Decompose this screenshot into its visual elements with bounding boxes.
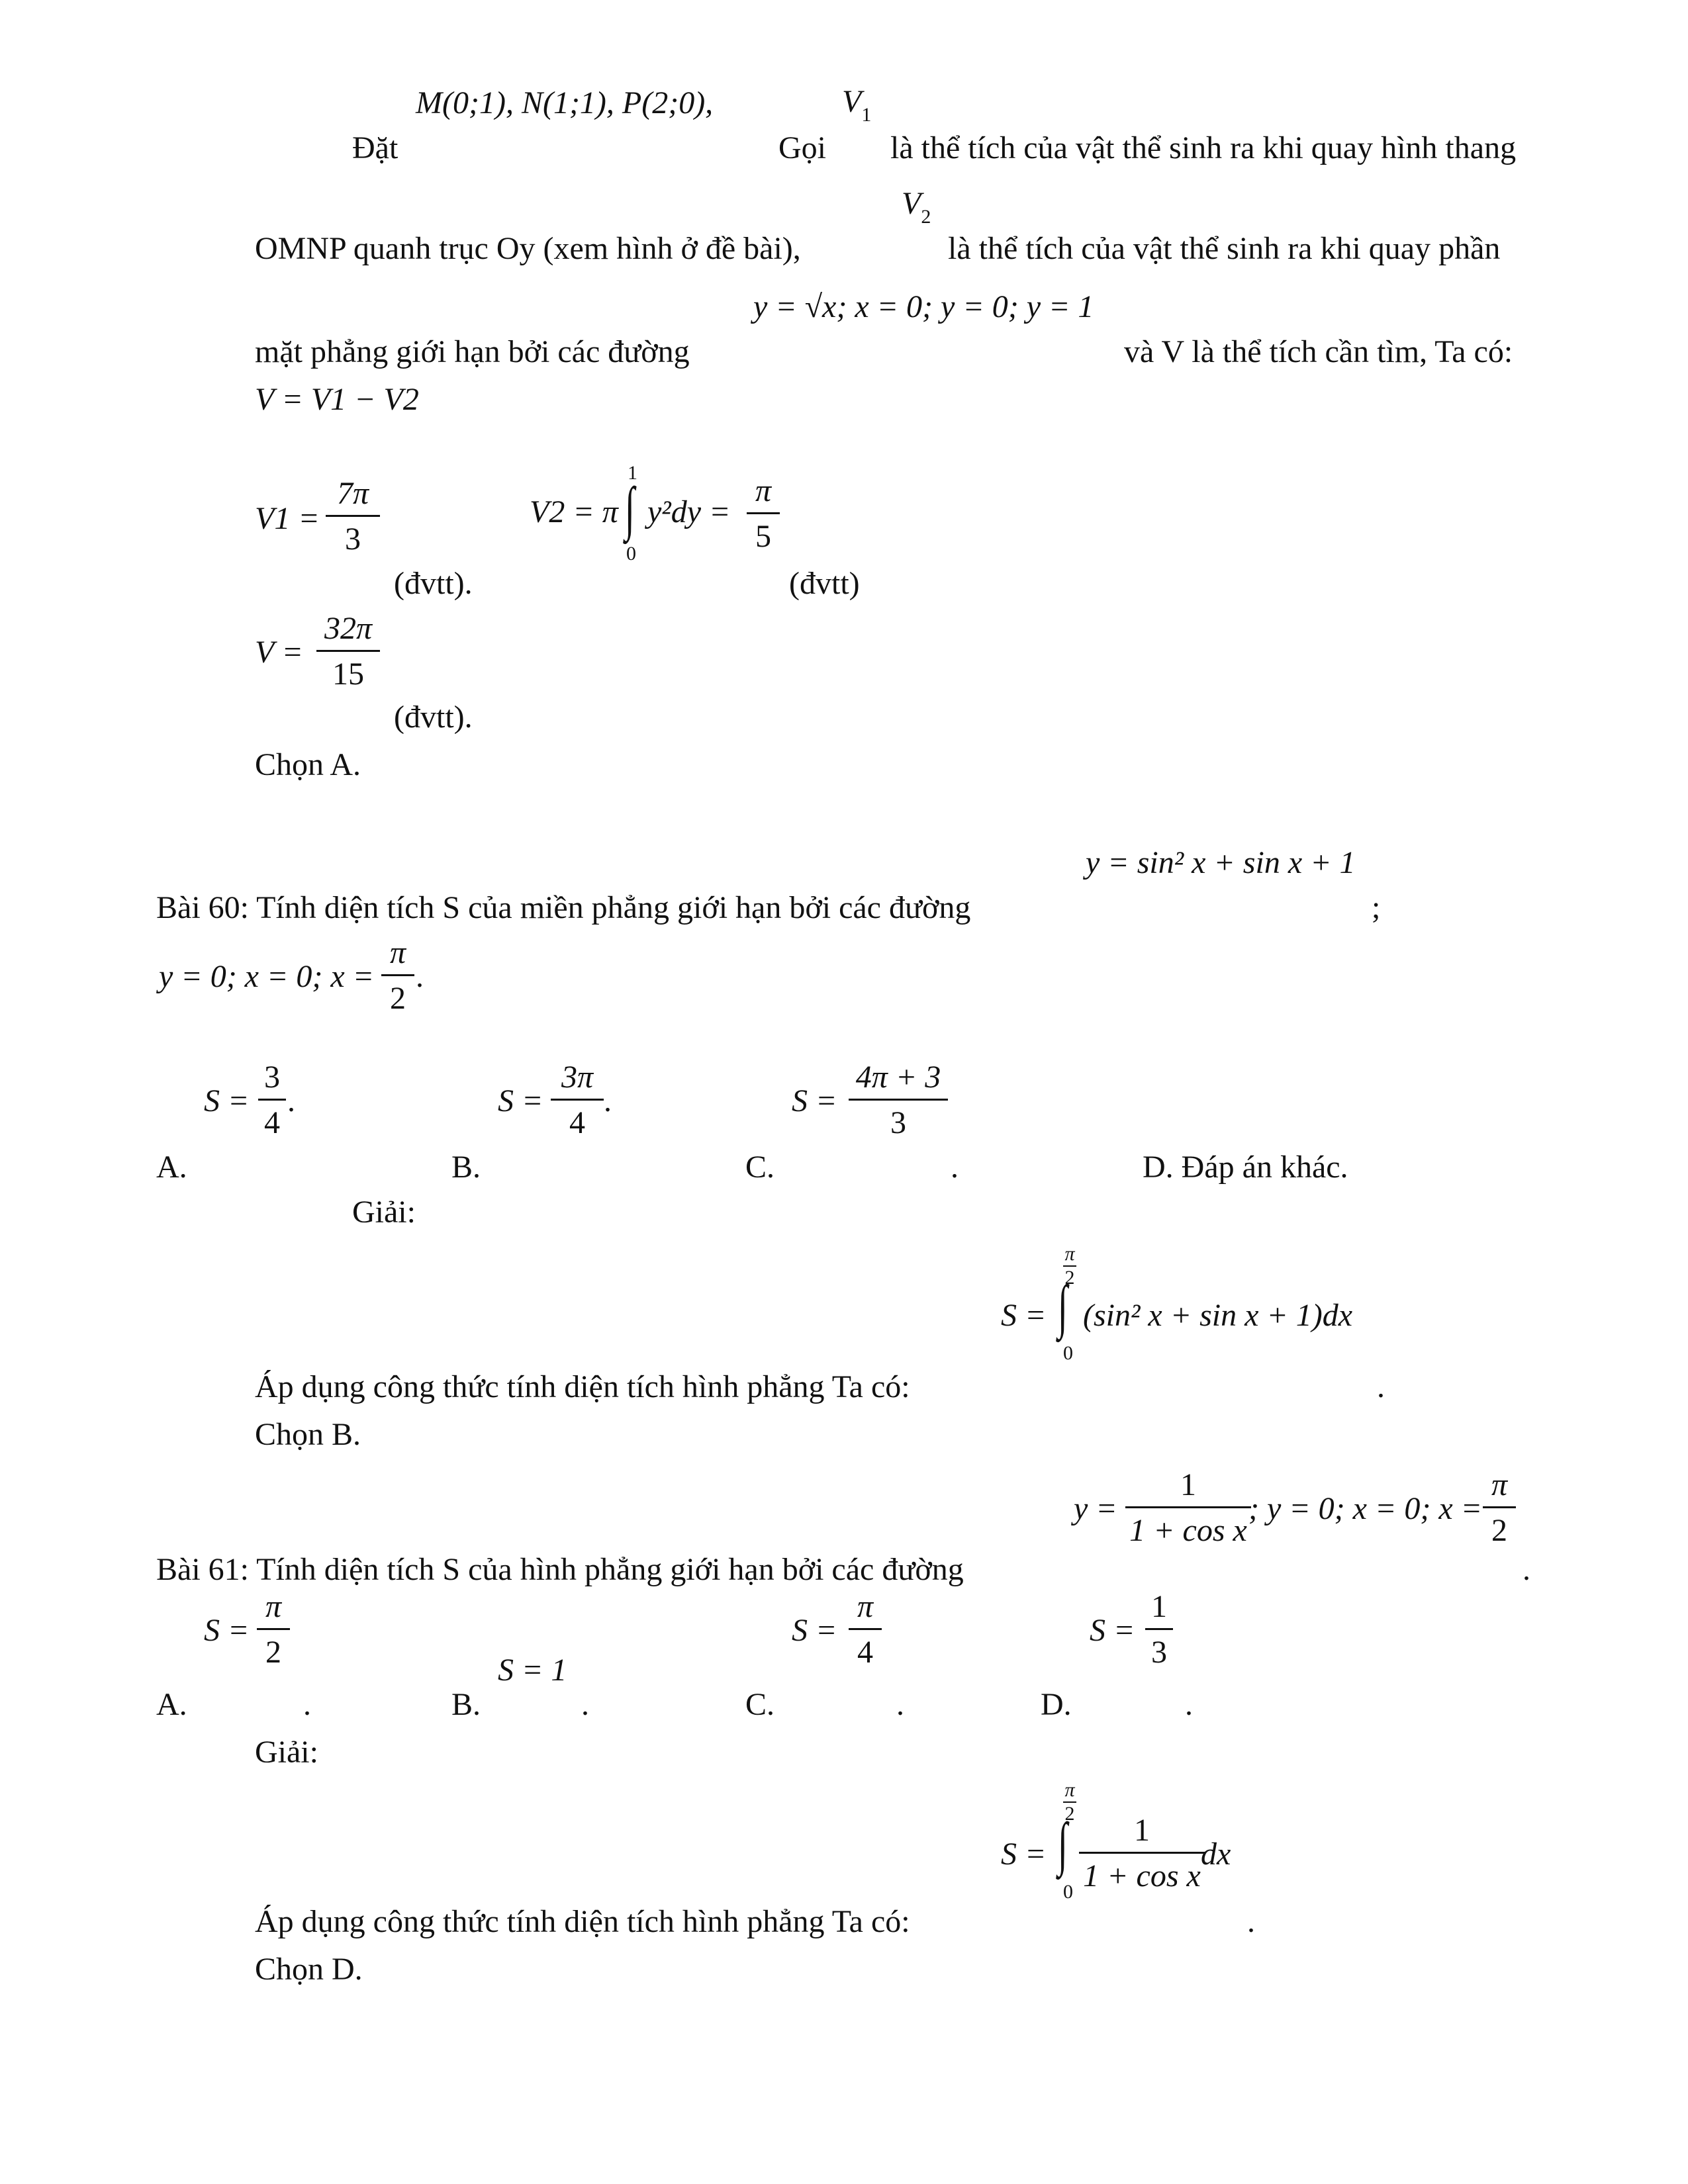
- bai60-optB-fraction: 3π 4: [551, 1062, 604, 1139]
- bai60-optA-label: A.: [156, 1150, 187, 1185]
- v-difference-formula: V = V1 − V2: [255, 382, 419, 417]
- bai61-giai: Giải:: [255, 1735, 318, 1770]
- bai60-optB-label: B.: [451, 1150, 481, 1185]
- v2-formula-left: V2 = π: [530, 494, 618, 529]
- bai60-bounds-left: y = 0; x = 0; x =: [159, 959, 375, 994]
- bai60-giai: Giải:: [352, 1195, 416, 1230]
- dat-label: Đặt: [352, 130, 399, 165]
- line2-left: OMNP quanh trục Oy (xem hình ở đề bài),: [255, 231, 801, 266]
- bai61-optB-label: B.: [451, 1687, 481, 1722]
- line3-left: mặt phẳng giới hạn bởi các đường: [255, 334, 690, 369]
- curves-expr: y = √x; x = 0; y = 0; y = 1: [753, 289, 1094, 324]
- bai60-int-lower: 0: [1063, 1342, 1073, 1364]
- bai61-optC-left: S =: [792, 1613, 837, 1648]
- bai61-optA-left: S =: [204, 1613, 250, 1648]
- bai61-int-fraction: 1 1 + cos x: [1079, 1815, 1205, 1892]
- v1-symbol: $V_1$: [842, 84, 872, 126]
- bai60-optB-end: .: [604, 1083, 612, 1118]
- answer-d: Chọn D.: [255, 1952, 363, 1987]
- points-expr: M(0;1), N(1;1), P(2;0),: [416, 85, 714, 120]
- v2-int-upper: 1: [628, 462, 637, 484]
- bai60-integral-sign: ∫: [1058, 1274, 1068, 1340]
- bai61-curve-mid: ; y = 0; x = 0; x =: [1248, 1491, 1483, 1526]
- bai61-optC-fraction: π 4: [849, 1591, 882, 1668]
- bai61-optD-label: D.: [1041, 1687, 1072, 1722]
- bai60-apply-end: .: [1377, 1369, 1385, 1404]
- bai61-int-upper: π 2: [1063, 1780, 1076, 1824]
- bai60-bounds-end: .: [416, 959, 424, 994]
- v-formula-left: V =: [255, 635, 303, 670]
- bai61-optA-label: A.: [156, 1687, 187, 1722]
- v-fraction: 32π 15: [316, 613, 380, 690]
- bai60-optC-end: .: [951, 1150, 959, 1185]
- bai60-optD: D. Đáp án khác.: [1143, 1150, 1348, 1185]
- v2-int-lower: 0: [626, 543, 636, 565]
- v2-symbol: $V_2$: [902, 186, 931, 228]
- bai60-curve: y = sin² x + sin x + 1: [1086, 845, 1356, 880]
- bai61-optC-label: C.: [745, 1687, 775, 1722]
- bai61-title: Bài 61: Tính diện tích S của hình phẳng giới hạn bởi các đường: [156, 1552, 964, 1587]
- bai61-optD-end: .: [1185, 1687, 1193, 1722]
- bai60-semicolon: ;: [1372, 890, 1381, 925]
- v1-formula-left: V1 =: [255, 501, 320, 536]
- line2-right: là thể tích của vật thể sinh ra khi quay phần: [948, 231, 1501, 266]
- line1-text: là thể tích của vật thể sinh ra khi quay hình thang: [890, 130, 1517, 165]
- bai61-optC-end: .: [896, 1687, 904, 1722]
- bai61-integral-sign: ∫: [1058, 1811, 1068, 1877]
- bai60-optA-left: S =: [204, 1083, 250, 1118]
- bai61-apply: Áp dụng công thức tính diện tích hình phẳng Ta có:: [255, 1904, 910, 1939]
- dvtt-1: (đvtt).: [394, 566, 473, 601]
- answer-a: Chọn A.: [255, 747, 361, 782]
- goi-label: Gọi: [778, 130, 826, 165]
- bai60-int-body: (sin² x + sin x + 1)dx: [1083, 1298, 1353, 1333]
- bai61-curve-end: .: [1523, 1552, 1530, 1587]
- bai60-bounds-fraction: π 2: [381, 937, 414, 1015]
- bai61-optD-left: S =: [1090, 1613, 1135, 1648]
- bai60-optB-left: S =: [498, 1083, 543, 1118]
- bai60-optA-fraction: 3 4: [258, 1062, 286, 1139]
- bai60-optA-end: .: [287, 1083, 295, 1118]
- bai61-int-dx: dx: [1201, 1837, 1231, 1872]
- bai61-optA-fraction: π 2: [257, 1591, 290, 1668]
- v2-integrand: y²dy =: [647, 494, 731, 529]
- v2-fraction: π 5: [747, 475, 780, 553]
- bai60-int-left: S =: [1001, 1298, 1047, 1333]
- bai61-int-lower: 0: [1063, 1881, 1073, 1903]
- bai60-title: Bài 60: Tính diện tích S của miền phẳng giới hạn bởi các đường: [156, 890, 971, 925]
- bai60-optC-label: C.: [745, 1150, 775, 1185]
- bai61-optB-end: .: [581, 1687, 589, 1722]
- v2-integral-sign: ∫: [625, 476, 635, 541]
- bai60-optC-fraction: 4π + 3 3: [849, 1062, 948, 1139]
- bai60-int-upper: π 2: [1063, 1244, 1076, 1288]
- bai61-optA-end: .: [303, 1687, 311, 1722]
- bai60-apply: Áp dụng công thức tính diện tích hình phẳng Ta có:: [255, 1369, 910, 1404]
- dvtt-3: (đvtt).: [394, 700, 473, 735]
- bai61-curve-end-fraction: π 2: [1483, 1469, 1516, 1547]
- bai61-curve-left: y =: [1074, 1491, 1117, 1526]
- line3-right: và V là thể tích cần tìm, Ta có:: [1124, 334, 1513, 369]
- bai61-optD-fraction: 1 3: [1145, 1591, 1173, 1668]
- answer-b: Chọn B.: [255, 1417, 361, 1452]
- bai61-optB-expr: S = 1: [498, 1653, 567, 1688]
- bai61-int-left: S =: [1001, 1837, 1047, 1872]
- bai61-curve-fraction: 1 1 + cos x: [1125, 1469, 1251, 1547]
- v1-fraction: 7π 3: [326, 478, 380, 555]
- bai61-apply-end: .: [1247, 1904, 1255, 1939]
- dvtt-2: (đvtt): [789, 566, 860, 601]
- bai60-optC-left: S =: [792, 1083, 837, 1118]
